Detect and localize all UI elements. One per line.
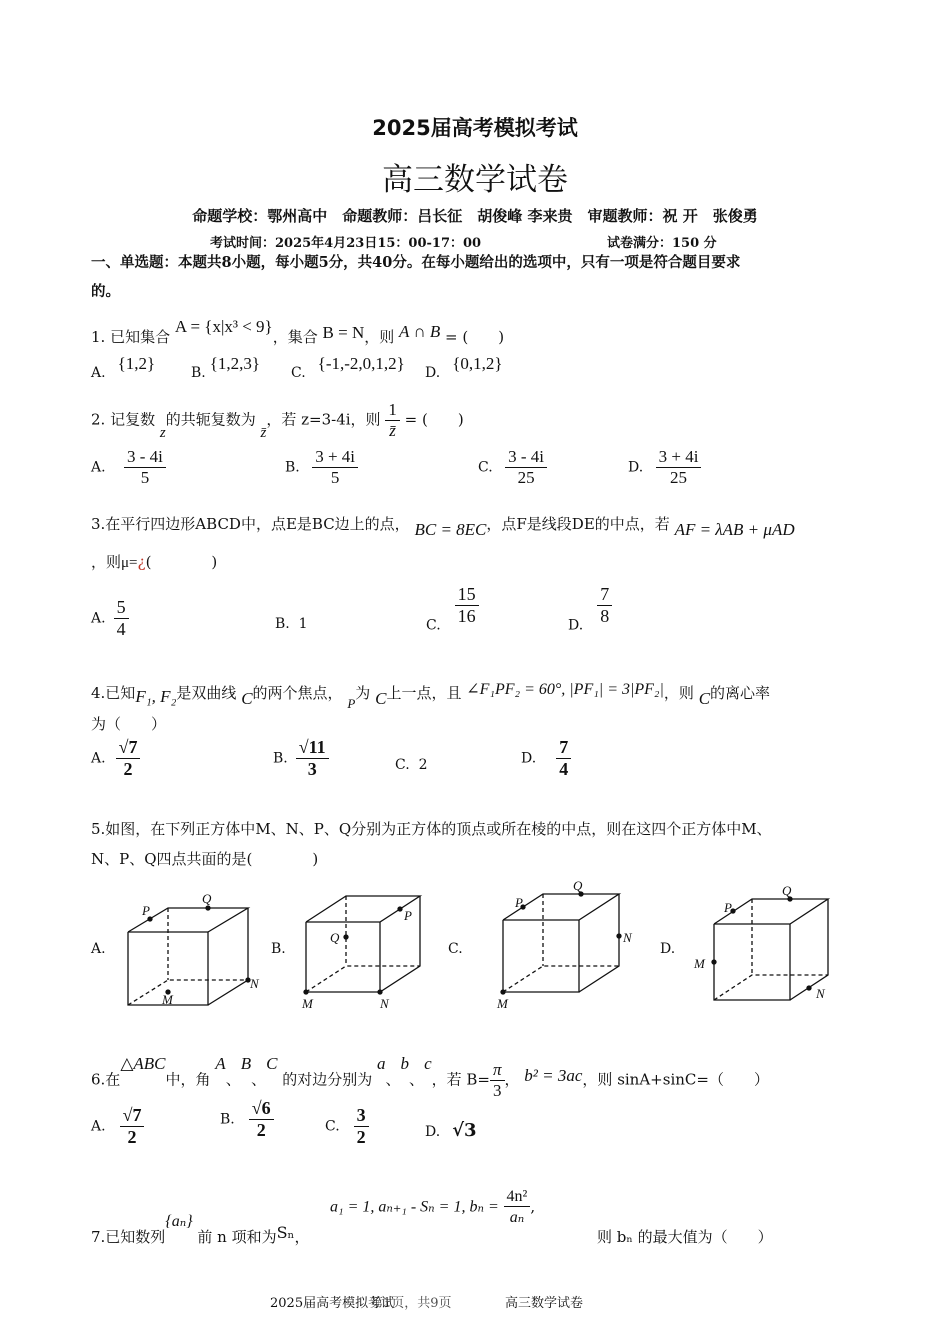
q2-zbar: z̄ <box>260 424 267 441</box>
q1-option-a[interactable]: A. {1,2} <box>91 354 156 381</box>
q2-prefix: 2. 记复数 <box>91 410 156 429</box>
question-7: 7.已知数列{aₙ} 前 n 项和为Sₙ， <box>91 1213 310 1246</box>
q4-option-b[interactable]: B. $\frac{√11}{3}$ <box>273 737 329 780</box>
q2-condition: ，若 z=3-4i，则 <box>266 410 381 429</box>
q1-mid: ，集合 <box>272 328 318 346</box>
question-4: 4.已知F₁, F₂是双曲线 C的两个焦点， P为 C上一点，且 ∠F₁PF₂ = 60°, |PF₁| = 3|PF₂|，则 C的离心率 <box>91 681 771 711</box>
svg-text:Q: Q <box>573 878 583 893</box>
q1-set-b: B = N <box>322 323 365 342</box>
q5-option-c[interactable]: C. <box>448 941 463 957</box>
q3-option-a[interactable]: A. $\frac{5}{4}$ <box>91 597 129 640</box>
svg-text:Q: Q <box>782 883 792 898</box>
q4-condition: ∠F₁PF₂ = 60°, |PF₁| = 3|PF₂| <box>466 681 664 698</box>
q3-line2: ，则μ=¿( ) <box>91 553 218 571</box>
exam-time: 考试时间：2025年4月23日15：00-17：00 <box>210 236 482 251</box>
footer-page-number: 第1页，共9页 <box>370 1296 452 1311</box>
q6-option-a[interactable]: A. $\frac{√7}{2}$ <box>91 1105 144 1148</box>
q4-line2: 为（ ） <box>91 715 167 733</box>
q4-option-a[interactable]: A. $\frac{√7}{2}$ <box>91 737 140 780</box>
question-2 <box>91 400 464 441</box>
svg-text:M: M <box>694 956 705 971</box>
q2-option-d[interactable]: D. $\frac{3 + 4i}{25}$ <box>628 447 701 488</box>
q5-line1: 5.如图，在下列正方体中M、N、P、Q分别为正方体的顶点或所在棱的中点，则在这四个正方体中M、 <box>91 820 772 838</box>
footer-left: 2025届高考模拟考试 <box>270 1296 395 1311</box>
section-title-line2: 的。 <box>91 283 120 300</box>
q2-option-a[interactable]: A. $\frac{3 - 4i}{5}$ <box>91 447 166 488</box>
svg-text:N: N <box>623 930 632 945</box>
q3-option-d[interactable]: D. $\frac{7}{8}$ <box>568 584 612 634</box>
q5-option-a[interactable]: A. <box>91 941 106 957</box>
q6-option-c[interactable]: C. $\frac{3}{2}$ <box>325 1105 369 1148</box>
full-score: 试卷满分：150 分 <box>607 236 717 251</box>
q3-mid: ，点F是线段DE的中点，若 <box>486 515 670 533</box>
q1-set-a: A = {x|x³ < 9} <box>174 317 273 336</box>
svg-text:P: P <box>404 908 412 923</box>
q1-option-c[interactable]: C. {-1,-2,0,1,2} <box>291 354 405 381</box>
cube-figure-a <box>122 890 272 1019</box>
q7-condition: a₁ = 1, aₙ₊₁ - Sₙ = 1, bₙ = $\frac{\text{4n²}}{\text{aₙ}}$ , <box>330 1188 536 1226</box>
q1-prefix: 1. 已知集合 <box>91 328 171 346</box>
footer-right: 高三数学试卷 <box>505 1296 584 1311</box>
q5-option-d[interactable]: D. <box>660 941 676 957</box>
q4-foci: F₁, F₂ <box>135 687 177 706</box>
q1-suffix: ，则 <box>364 328 395 346</box>
q4-option-c[interactable]: C. 2 <box>395 757 428 773</box>
question-6: 6.在△ABC中，角 A、B、C 的对边分别为 a、b、c，若 B= $\frac{\pi}{3}$ ， b² = 3ac，则 sinA+sinC=（ ） <box>91 1053 769 1100</box>
q3-option-c[interactable]: C. $\frac{15}{16}$ <box>426 584 479 634</box>
q2-option-c[interactable]: C. $\frac{3 - 4i}{25}$ <box>478 447 547 488</box>
cube-figure-c <box>495 880 645 1014</box>
q3-vector-1: BC = 8EC <box>414 520 487 539</box>
q2-z: z <box>159 424 166 441</box>
q5-option-b[interactable]: B. <box>271 941 286 957</box>
q6-triangle: △ABC <box>120 1053 166 1073</box>
paper-title: 高三数学试卷 <box>382 162 568 198</box>
q7-ask: 则 bₙ 的最大值为（ ） <box>597 1228 773 1246</box>
q6-condition: b² = 3ac <box>524 1065 583 1085</box>
svg-text:N: N <box>380 996 389 1011</box>
svg-text:Q: Q <box>330 930 340 945</box>
q1-intersection: A ∩ B <box>399 322 441 341</box>
q5-line2: N、P、Q四点共面的是( ) <box>91 850 319 868</box>
svg-text:M: M <box>497 996 508 1011</box>
q7-sequence: {aₙ} <box>165 1213 193 1230</box>
svg-text:M: M <box>302 996 313 1011</box>
q6-option-b[interactable]: B. $\frac{√6}{2}$ <box>220 1098 274 1141</box>
cube-figure-d <box>694 882 850 1016</box>
svg-text:N: N <box>816 986 825 1001</box>
q3-text: 3.在平行四边形ABCD中，点E是BC边上的点， <box>91 515 410 533</box>
q1-option-b[interactable]: B. {1,2,3} <box>191 354 261 381</box>
q2-end: = ( ) <box>404 410 464 429</box>
authors-line: 命题学校：鄂州高中 命题教师：吕长征 胡俊峰 李来贵 审题教师：祝 开 张俊勇 <box>192 207 758 225</box>
svg-text:P: P <box>515 895 523 910</box>
label-n: N <box>250 976 259 991</box>
exam-title: 2025届高考模拟考试 <box>372 116 578 140</box>
section-title-line1: 一、单选题：本题共8小题，每小题5分，共40分。在每小题给出的选项中，只有一项是符合题目要求 <box>91 254 741 271</box>
q2-option-b[interactable]: B. $\frac{3 + 4i}{5}$ <box>285 447 358 488</box>
label-p: P <box>142 903 150 918</box>
label-m: M <box>162 992 173 1007</box>
q3-vector-2: AF = λAB + μAD <box>674 520 795 539</box>
q6-option-d[interactable]: D. √3 <box>425 1120 477 1141</box>
q1-end: = ( ) <box>445 328 505 346</box>
q4-option-d[interactable]: D. $\frac{7}{4}$ <box>521 737 571 780</box>
label-q: Q <box>202 891 212 906</box>
q3-option-b[interactable]: B. 1 <box>275 616 308 632</box>
q2-mid: 的共轭复数为 <box>165 410 256 429</box>
q3-broken-glyph: ¿ <box>137 553 146 571</box>
q1-option-d[interactable]: D. {0,1,2} <box>425 354 503 381</box>
svg-text:P: P <box>724 900 732 915</box>
question-1 <box>91 317 505 347</box>
q2-fraction: $\frac{1}{z̄}$ <box>385 400 400 441</box>
question-3 <box>91 513 795 539</box>
cube-figure-b <box>298 890 438 1019</box>
